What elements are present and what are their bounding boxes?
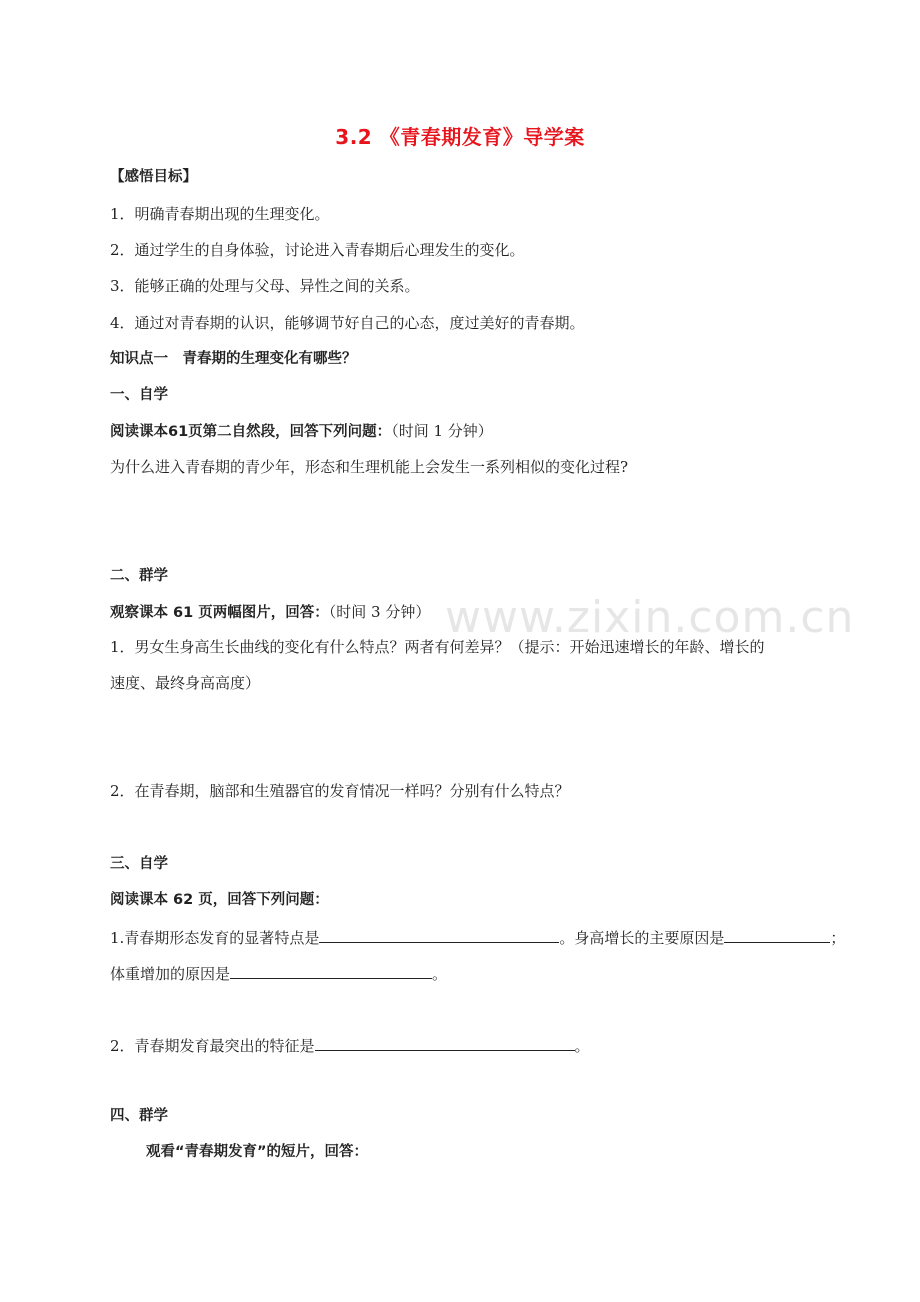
- section-1-instruction: [110, 421, 493, 442]
- section-3-question-2: [110, 1034, 590, 1056]
- section-1-time: （时间 1 分钟）: [391, 422, 493, 440]
- answer-blank-weight-reason[interactable]: [230, 962, 432, 979]
- goal-item-2: 2．通过学生的自身体验，讨论进入青春期后心理发生的变化。: [110, 241, 525, 259]
- answer-blank-height-reason[interactable]: [724, 926, 830, 943]
- section-2-question-1-line-2: 速度、最终身高高度）: [110, 674, 261, 692]
- section-2-instruction-text: 观察课本 61 页两幅图片，回答：: [110, 605, 329, 621]
- knowledge-point-1: 知识点一 青春期的生理变化有哪些？: [110, 351, 357, 367]
- goals-heading: 【感悟目标】: [110, 169, 197, 185]
- section-2-instruction: [110, 602, 430, 623]
- section-3-heading: 三、自学: [110, 856, 168, 872]
- section-2-heading: 二、群学: [110, 568, 168, 584]
- section-4-instruction: 观看“青春期发育”的短片，回答：: [146, 1144, 369, 1160]
- q1-text-d: 体重增加的原因是: [110, 965, 231, 983]
- q1-text-e: 。: [432, 965, 448, 983]
- section-2-question-2: 2．在青春期，脑部和生殖器官的发育情况一样吗？分别有什么特点？: [110, 782, 570, 800]
- page-title: 3.2 《青春期发育》导学案: [335, 125, 585, 149]
- section-1-instruction-text: 阅读课本61页第二自然段，回答下列问题：: [110, 424, 392, 440]
- section-1-question: 为什么进入青春期的青少年，形态和生理机能上会发生一系列相似的变化过程?: [110, 458, 629, 476]
- goal-item-4: 4．通过对青春期的认识，能够调节好自己的心态，度过美好的青春期。: [110, 314, 585, 332]
- section-2-question-1-line-1: 1．男女生身高生长曲线的变化有什么特点？两者有何差异？（提示：开始迅速增长的年龄、增长的: [110, 638, 765, 656]
- q2-text-a: 2．青春期发育最突出的特征是: [110, 1037, 315, 1055]
- goal-item-1: 1．明确青春期出现的生理变化。: [110, 205, 330, 223]
- q1-text-c: ；: [830, 929, 846, 947]
- section-4-heading: 四、群学: [110, 1108, 168, 1124]
- q2-text-b: 。: [574, 1037, 590, 1055]
- section-1-heading: 一、自学: [110, 387, 168, 403]
- section-3-question-1-line-2: [110, 962, 447, 984]
- section-2-time: （时间 3 分钟）: [328, 603, 431, 621]
- section-3-instruction: 阅读课本 62 页，回答下列问题：: [110, 892, 329, 908]
- answer-blank-prominent-feature[interactable]: [315, 1034, 575, 1051]
- watermark-text: www.zixin.com.cn: [445, 592, 855, 643]
- q1-text-b: 。身高增长的主要原因是: [559, 929, 725, 947]
- goal-item-3: 3．能够正确的处理与父母、异性之间的关系。: [110, 277, 420, 295]
- section-3-question-1-line-1: [110, 926, 845, 948]
- answer-blank-feature[interactable]: [319, 926, 559, 943]
- q1-text-a: 1.青春期形态发育的显著特点是: [110, 929, 320, 947]
